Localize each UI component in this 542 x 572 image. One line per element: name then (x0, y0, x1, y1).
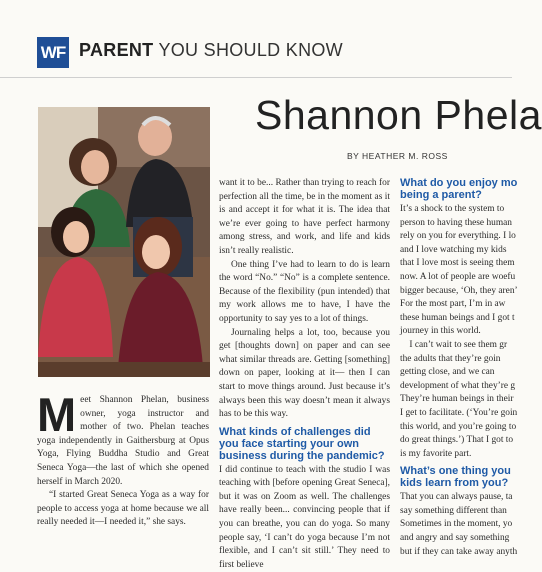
question-heading: What kinds of challenges did you face starting your own business during the pandemic? (219, 425, 385, 462)
text-line: I get to facilitate. (‘You’re goin (400, 407, 518, 418)
text-line: and angry and say something (400, 533, 510, 544)
question-heading-line: What do you enjoy mo (400, 177, 518, 189)
text-line: but if they can take away anyth (400, 546, 518, 557)
question-heading-line: What’s one thing you (400, 465, 511, 478)
header-divider (0, 77, 512, 78)
answer-block (400, 203, 518, 339)
question-heading-line: being a parent? (400, 189, 482, 201)
section-title (79, 40, 343, 61)
article-byline: BY HEATHER M. ROSS (347, 151, 448, 161)
text-line: that I love most is seeing them (400, 258, 515, 269)
text-line: I can’t wait to see them gr (400, 339, 508, 350)
body-paragraph: I did continue to teach with the studio I was teaching with [before opening Great Seneca], but it was on Zoom as well. The challenges have really been... convincing people that if you can breathe, you can do yoga. So many people say, ‘I can’t do yoga because I’m not flexible, and I can’t sit still.’ They need to first believe (219, 464, 390, 570)
text-line: say something different than (400, 505, 507, 516)
body-paragraph: Journaling helps a lot, too, because you get [thoughts down] on paper and can see what similar threads are. Getting [something] down on paper, looking at it— then I can start to move things around. Just because it’s always been this way doesn’t mean it always has to be this way. (219, 327, 390, 420)
text-line: Sometimes in the moment, yo (400, 519, 513, 530)
family-photo (38, 107, 210, 377)
text-line: It’s a shock to the system to (400, 204, 505, 214)
section-title-bold: PARENT (79, 40, 154, 60)
text-line: That you can always pause, ta (400, 492, 513, 503)
text-line: do great things.’) That I got to (400, 435, 514, 446)
column-2 (219, 177, 390, 570)
drop-cap: M (37, 388, 77, 441)
text-line: development of what they’re g (400, 380, 516, 391)
text-line: They’re human beings in their (400, 394, 514, 405)
text-line: getting close, and we can (400, 367, 495, 378)
text-line: these human beings and I got t (400, 312, 515, 323)
text-line: journey in this world. (400, 326, 481, 337)
column-3 (400, 177, 518, 557)
text-line: the adults that they’re goin (400, 353, 501, 364)
column-1 (37, 388, 209, 528)
text-line: bigger because, ‘Oh, they aren’ (400, 285, 518, 296)
text-line: rely on you for everything. I lo (400, 231, 516, 242)
magazine-logo: WF (37, 37, 69, 68)
intro-paragraph: eet Shannon Phelan, business owner, yoga instructor and mother of two. Phelan teaches yoga independently in Gaithersburg at Opus Yoga, Flying Buddha Studio and Great Seneca Yoga—the last of which she opened herself in March 2020. (37, 395, 209, 487)
text-line: and I love watching my kids (400, 244, 507, 255)
question-heading-line: kids learn from you? (400, 477, 509, 490)
body-paragraph: want it to be... Rather than trying to reach for perfection all the time, be in the moment as it is and accept it for what it is. The idea that we’re ever going to have perfect harmony among stress, and work, and life and kids isn’t really realistic. (219, 178, 390, 256)
question-heading (400, 177, 518, 201)
text-line: person to having these human (400, 217, 512, 228)
text-line: now. A lot of people are woefu (400, 271, 516, 282)
answer-block (400, 491, 518, 559)
quote-paragraph: “I started Great Seneca Yoga as a way for people to access yoga at home because we all really needed it—I needed it,” she says. (37, 490, 209, 528)
question-heading (400, 465, 512, 489)
body-paragraph: One thing I’ve had to learn to do is learn the word “No.” “No” is a complete sentence. Because of the flexibility (pun intended) that my work allows me to have, I have the opportunity to say yes to a lot of things. (219, 259, 390, 324)
text-line: this world, and you’re going to (400, 421, 517, 432)
article-title: Shannon Phela (255, 92, 542, 138)
text-line: is my favorite part. (400, 448, 472, 459)
page-header (0, 0, 512, 80)
answer-block (400, 339, 518, 461)
section-title-light: YOU SHOULD KNOW (153, 40, 343, 60)
text-line: For the most part, I’m in aw (400, 299, 506, 310)
